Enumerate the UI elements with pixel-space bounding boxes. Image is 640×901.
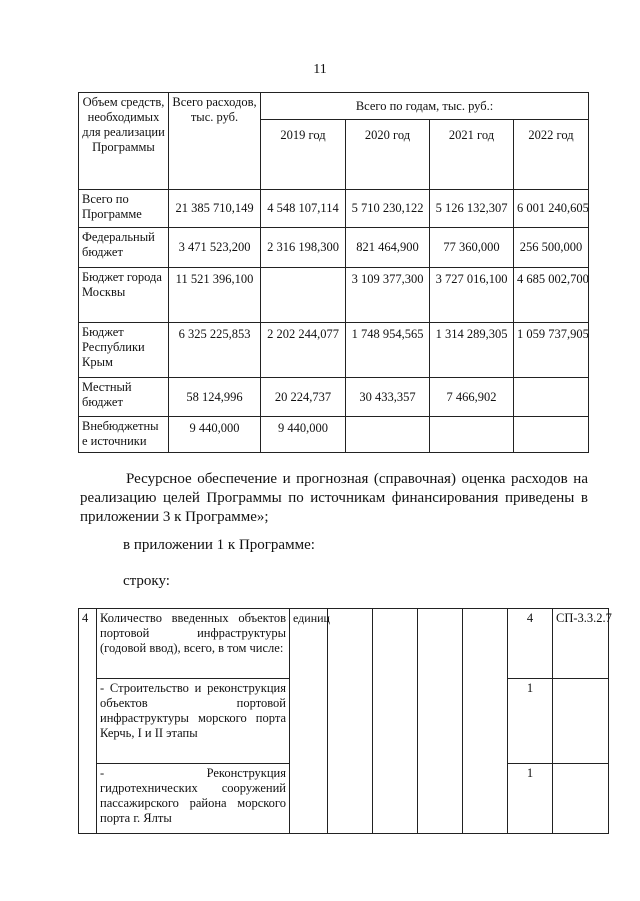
header-year-2019: 2019 год (261, 120, 346, 190)
indicator-text: - Строительство и реконструкция объектов портовой инфраструктуры морского порта Керчь, I и II этапы (97, 679, 290, 764)
table-row (79, 378, 589, 417)
cell-2020 (346, 417, 430, 453)
row-number: 4 (79, 609, 97, 834)
cell-2020: 3 109 377,300 (346, 268, 430, 323)
cell-2022: 256 500,000 (514, 228, 589, 268)
row-label: Внебюджетны е источники (79, 417, 169, 453)
cell-2022 (514, 378, 589, 417)
finance-table (78, 92, 589, 453)
cell-2019: 2 202 244,077 (261, 323, 346, 378)
empty-cell (418, 609, 463, 834)
indicator-text: - Реконструкция гидротехнических сооружений пассажирского района морского порта г. Ялты (97, 764, 290, 834)
page-number: 11 (313, 62, 327, 77)
unit-cell: единиц (290, 609, 328, 834)
cell-2022: 1 059 737,905 (514, 323, 589, 378)
cell-2022 (514, 417, 589, 453)
header-by-years: Всего по годам, тыс. руб.: (261, 93, 589, 120)
empty-cell (373, 609, 418, 834)
cell-2022: 4 685 002,700 (514, 268, 589, 323)
table-row (79, 417, 589, 453)
header-total: Всего расходов, тыс. руб. (169, 93, 261, 190)
cell-2020: 30 433,357 (346, 378, 430, 417)
header-year-2022: 2022 год (514, 120, 589, 190)
code-cell (553, 764, 609, 834)
code-cell (553, 679, 609, 764)
indicator-text: Количество введенных объектов портовой инфраструктуры (годовой ввод), всего, в том числе: (97, 609, 290, 679)
header-year-2020: 2020 год (346, 120, 430, 190)
row-label: Местный бюджет (79, 378, 169, 417)
cell-2019: 2 316 198,300 (261, 228, 346, 268)
cell-total: 6 325 225,853 (169, 323, 261, 378)
table-row (79, 190, 589, 228)
cell-2020: 5 710 230,122 (346, 190, 430, 228)
value-cell: 1 (508, 764, 553, 834)
table-header-row (79, 93, 589, 120)
row-label: Всего по Программе (79, 190, 169, 228)
cell-2021: 1 314 289,305 (430, 323, 514, 378)
row-label: Бюджет Республики Крым (79, 323, 169, 378)
code-cell: СП-3.3.2.7 (553, 609, 609, 679)
cell-2022: 6 001 240,605 (514, 190, 589, 228)
table-row (79, 609, 609, 679)
row-label: Бюджет города Москвы (79, 268, 169, 323)
empty-cell (463, 609, 508, 834)
header-funds: Объем средств, необходимых для реализации Программы (79, 93, 169, 190)
cell-total: 3 471 523,200 (169, 228, 261, 268)
cell-total: 58 124,996 (169, 378, 261, 417)
empty-cell (328, 609, 373, 834)
table-row (79, 323, 589, 378)
cell-2021: 5 126 132,307 (430, 190, 514, 228)
row-label: Федеральный бюджет (79, 228, 169, 268)
cell-2019 (261, 268, 346, 323)
cell-2021: 77 360,000 (430, 228, 514, 268)
table-row (79, 228, 589, 268)
cell-2020: 1 748 954,565 (346, 323, 430, 378)
paragraph-row: строку: (123, 573, 170, 589)
cell-2019: 4 548 107,114 (261, 190, 346, 228)
cell-total: 9 440,000 (169, 417, 261, 453)
cell-total: 21 385 710,149 (169, 190, 261, 228)
value-cell: 1 (508, 679, 553, 764)
value-cell: 4 (508, 609, 553, 679)
cell-2021 (430, 417, 514, 453)
cell-2021: 3 727 016,100 (430, 268, 514, 323)
header-year-2021: 2021 год (430, 120, 514, 190)
paragraph-resource-note: Ресурсное обеспечение и прогнозная (справочная) оценка расходов на реализацию целей Программы по источникам финансирования приведены в приложении 3 к Программе»; (80, 471, 588, 525)
cell-total: 11 521 396,100 (169, 268, 261, 323)
cell-2020: 821 464,900 (346, 228, 430, 268)
paragraph-appendix: в приложении 1 к Программе: (123, 537, 315, 553)
indicator-row-table (78, 608, 612, 834)
table-row (79, 268, 589, 323)
cell-2019: 9 440,000 (261, 417, 346, 453)
cell-2021: 7 466,902 (430, 378, 514, 417)
cell-2019: 20 224,737 (261, 378, 346, 417)
